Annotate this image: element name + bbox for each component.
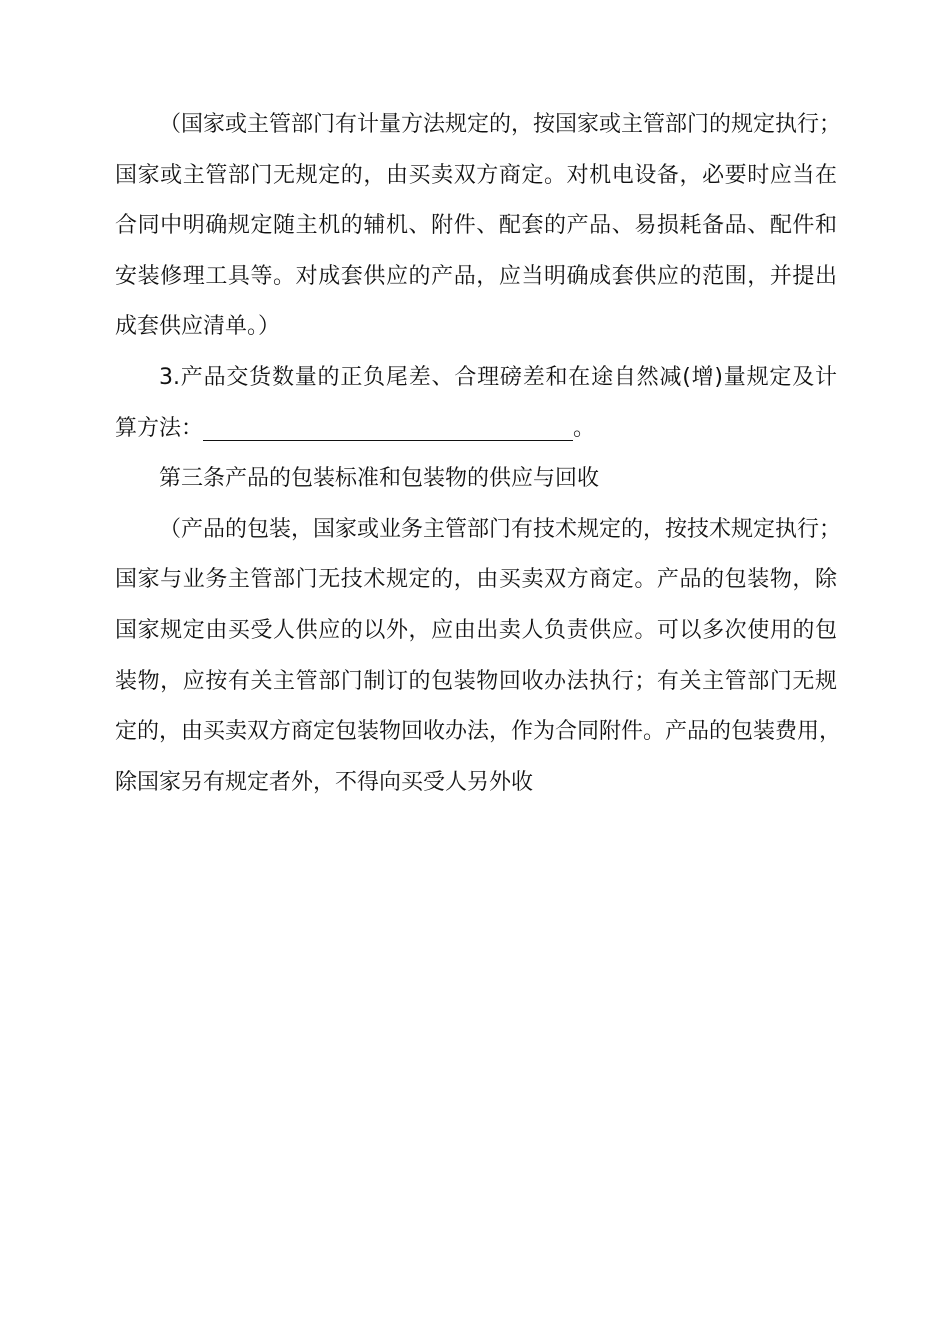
text-line: （产品的包装，国家或业务主管部门有技术规定的，按技术规定执行； [159, 516, 842, 542]
fill-in-blank[interactable] [203, 418, 573, 441]
text-line: 安装修理工具等。对成套供应的产品，应当明确成套供应的范围，并提出 [115, 263, 837, 289]
text-line: 合同中明确规定随主机的辅机、附件、配套的产品、易损耗备品、配件和 [115, 213, 837, 239]
text-line: 国家规定由买受人供应的以外，应由出卖人负责供应。可以多次使用的包 [115, 617, 837, 643]
paragraph-packaging [115, 505, 842, 809]
contract-text [115, 100, 842, 808]
text-line: 3.产品交货数量的正负尾差、合理磅差和在途自然减(增)量规定及计 [159, 364, 837, 390]
text-line-with-blank [115, 404, 837, 455]
text-line: 国家与业务主管部门无技术规定的，由买卖双方商定。产品的包装物，除 [115, 567, 837, 593]
blank-prefix: 算方法： [115, 415, 204, 441]
text-line: 国家或主管部门无规定的，由买卖双方商定。对机电设备，必要时应当在 [115, 162, 837, 188]
text-line: 装物，应按有关主管部门制订的包装物回收办法执行；有关主管部门无规 [115, 668, 837, 694]
paragraph-measurement-method [115, 100, 842, 353]
text-line: 成套供应清单。） [115, 314, 281, 340]
blank-suffix: 。 [573, 415, 596, 441]
paragraph-quantity-tolerance [115, 353, 837, 454]
text-line: （国家或主管部门有计量方法规定的，按国家或主管部门的规定执行； [159, 112, 842, 137]
text-line: 定的，由买卖双方商定包装物回收办法，作为合同附件。产品的包装费用， [115, 719, 842, 745]
section-heading: 第三条产品的包装标准和包装物的供应与回收 [159, 466, 600, 492]
text-line: 除国家另有规定者外，不得向买受人另外收 [115, 769, 534, 795]
